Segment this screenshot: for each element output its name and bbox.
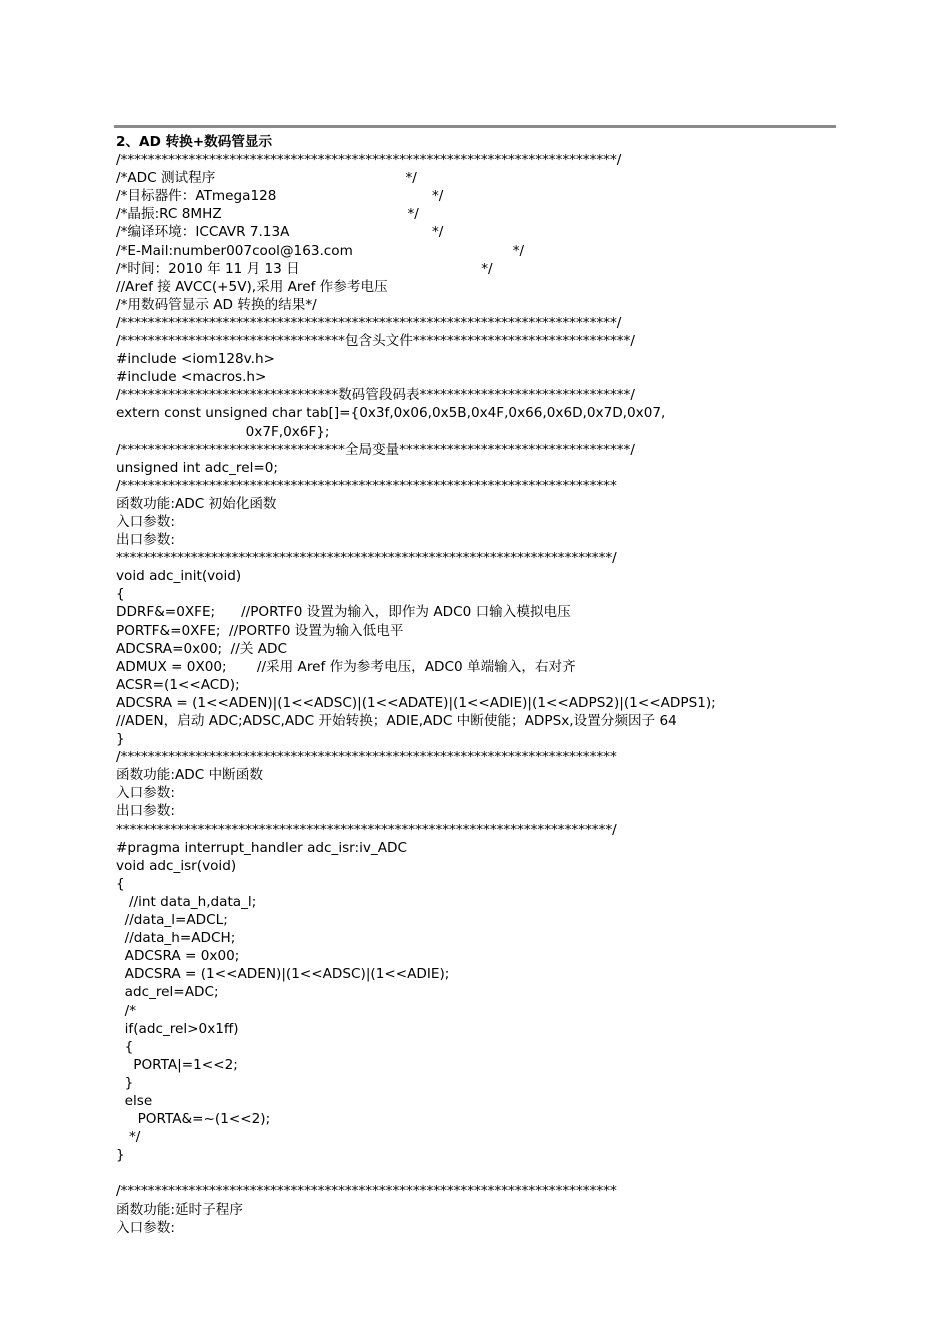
code-line: ADCSRA = (1<<ADEN)|(1<<ADSC)|(1<<ADATE)|(1<<ADIE)|(1<<ADPS2)|(1<<ADPS1);	[116, 694, 716, 711]
code-line: /*************************************************************************/	[116, 314, 622, 331]
code-line: void adc_init(void)	[116, 568, 242, 585]
code-line: 函数功能:ADC 初始化函数	[116, 495, 277, 512]
code-line: ADCSRA = 0x00;	[116, 948, 240, 965]
code-line: //Aref 接 AVCC(+5V),采用 Aref 作参考电压	[116, 278, 388, 295]
code-line: /*	[116, 1002, 137, 1019]
code-line: #include <macros.h>	[116, 369, 267, 386]
code-line: else	[116, 1092, 153, 1109]
code-line: #pragma interrupt_handler adc_isr:iv_ADC	[116, 839, 407, 856]
code-line: //ADEN，启动 ADC;ADSC,ADC 开始转换；ADIE,ADC 中断使能；ADPSx,设置分频因子 64	[116, 713, 677, 729]
code-line: {	[116, 1038, 134, 1055]
code-line: 0x7F,0x6F};	[116, 423, 330, 440]
code-line: 出口参数:	[116, 532, 175, 549]
code-line: 函数功能:ADC 中断函数	[116, 767, 263, 784]
code-line: /*ADC 测试程序 */	[116, 170, 417, 187]
code-line: /********************************数码管段码表*******************************/	[116, 387, 635, 404]
code-line: ADCSRA = (1<<ADEN)|(1<<ADSC)|(1<<ADIE);	[116, 966, 450, 983]
code-line: /*********************************全局变量**********************************/	[116, 441, 635, 458]
blank-line	[116, 1164, 836, 1182]
code-line: void adc_isr(void)	[116, 857, 237, 874]
code-line: PORTF&=0XFE; //PORTF0 设置为输入低电平	[116, 622, 404, 639]
code-line: /*************************************************************************/	[116, 152, 622, 169]
code-line: 函数功能:延时子程序	[116, 1201, 243, 1218]
code-line: 出口参数:	[116, 803, 175, 820]
code-line: ACSR=(1<<ACD);	[116, 676, 240, 693]
code-line: {	[116, 875, 125, 892]
code-line: #include <iom128v.h>	[116, 351, 275, 368]
code-line: ADCSRA=0x00; //关 ADC	[116, 640, 288, 657]
code-line: 入口参数:	[116, 513, 175, 530]
top-rule	[114, 125, 836, 128]
code-line: 入口参数:	[116, 1219, 175, 1236]
code-line: ADMUX = 0X00; //采用 Aref 作为参考电压，ADC0 单端输入，右对齐	[116, 658, 576, 675]
code-line: unsigned int adc_rel=0;	[116, 459, 278, 476]
code-line: //data_l=ADCL;	[116, 912, 228, 929]
section-heading: 2、AD 转换+数码管显示	[116, 134, 273, 150]
code-line: /*晶振:RC 8MHZ */	[116, 206, 419, 223]
code-line: /*************************************************************************	[116, 1183, 617, 1200]
code-line: /*目标器件：ATmega128 */	[116, 188, 444, 205]
code-line: if(adc_rel>0x1ff)	[116, 1020, 239, 1037]
code-document	[116, 133, 836, 1237]
code-line: /*用数码管显示 AD 转换的结果*/	[116, 296, 317, 313]
code-line: /*********************************包含头文件********************************/	[116, 333, 635, 350]
code-line: /*编译环境：ICCAVR 7.13A */	[116, 224, 444, 241]
code-line: PORTA&=~(1<<2);	[116, 1111, 271, 1128]
code-line: extern const unsigned char tab[]={0x3f,0x06,0x5B,0x4F,0x66,0x6D,0x7D,0x07,	[116, 405, 666, 422]
code-line: }	[116, 731, 125, 748]
code-line: */	[116, 1129, 141, 1146]
code-line: 入口参数:	[116, 785, 175, 802]
code-line: {	[116, 586, 125, 603]
code-line: //int data_h,data_l;	[116, 893, 257, 910]
code-line: PORTA|=1<<2;	[116, 1056, 238, 1073]
code-line: /*************************************************************************	[116, 749, 617, 766]
code-line: *************************************************************************/	[116, 821, 617, 838]
code-line: //data_h=ADCH;	[116, 930, 236, 947]
code-line: }	[116, 1074, 134, 1091]
code-line: }	[116, 1147, 125, 1164]
code-line: /*时间：2010 年 11 月 13 日 */	[116, 260, 493, 277]
code-line: /*E-Mail:number007cool@163.com */	[116, 242, 525, 259]
code-line: *************************************************************************/	[116, 550, 617, 567]
code-line: adc_rel=ADC;	[116, 984, 219, 1001]
code-line: /*************************************************************************	[116, 477, 617, 494]
code-line: DDRF&=0XFE; //PORTF0 设置为输入，即作为 ADC0 口输入模拟电压	[116, 604, 571, 621]
